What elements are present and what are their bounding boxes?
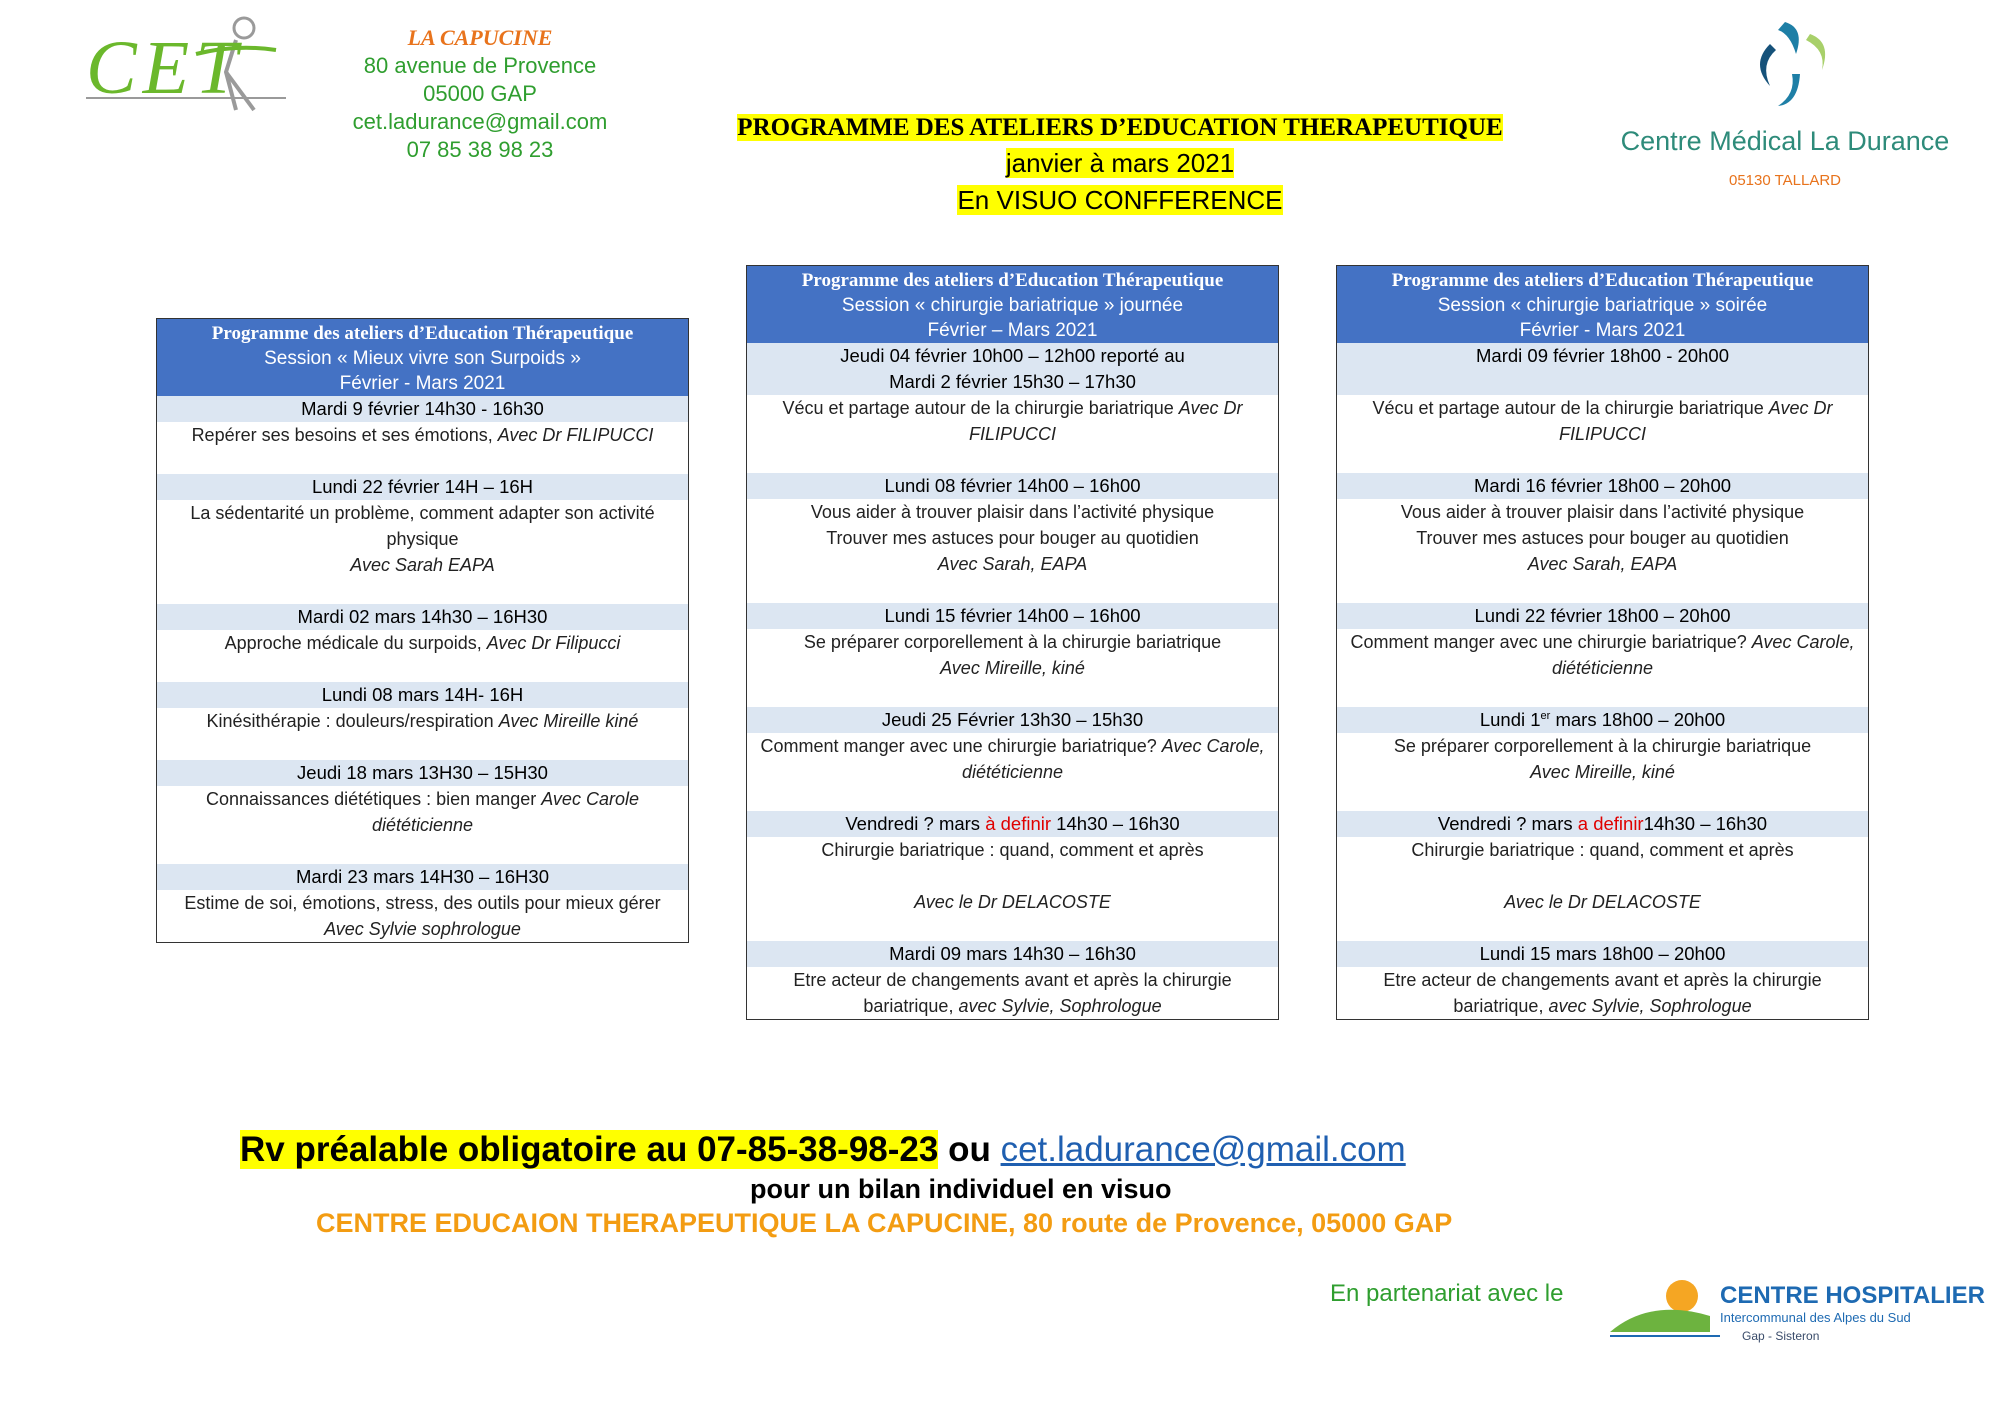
- centre-hospitalier-logo: [1610, 1272, 1985, 1352]
- table-header-title: Programme des ateliers d’Education Thérapeutique: [1391, 270, 1814, 291]
- session-desc: Etre acteur de changements avant et après la chirurgie bariatrique, avec Sylvie, Sophrologue: [1383, 970, 1822, 1016]
- session-desc: Se préparer corporellement à la chirurgie bariatrique Avec Mireille, kiné: [1393, 736, 1812, 782]
- period: janvier à mars 2021: [1005, 148, 1235, 178]
- session-desc: La sédentarité un problème, comment adapter son activité physique Avec Sarah EAPA: [190, 503, 655, 575]
- address-street: 80 avenue de Provence: [363, 53, 597, 78]
- session-date: Lundi 22 février 14H – 16H: [157, 474, 688, 500]
- session-date: Mardi 09 mars 14h30 – 16h30: [747, 941, 1278, 967]
- table-header-session: Session « Mieux vivre son Surpoids »: [264, 348, 581, 369]
- table-header-period: Février - Mars 2021: [339, 373, 506, 394]
- cet-logo: [86, 14, 286, 114]
- page-title: PROGRAMME DES ATELIERS D’EDUCATION THERAPEUTIQUE: [737, 114, 1503, 141]
- session-desc: Vous aider à trouver plaisir dans l’activité physique Trouver mes astuces pour bouger au quotidien Avec Sarah, EAPA: [810, 502, 1215, 574]
- cet-logo-text: CET: [86, 26, 244, 110]
- session-date: Jeudi 18 mars 13H30 – 15H30: [157, 760, 688, 786]
- center-name: LA CAPUCINE: [407, 25, 553, 50]
- session-date: Lundi 08 mars 14H- 16H: [157, 682, 688, 708]
- centre-address-line: CENTRE EDUCAION THERAPEUTIQUE LA CAPUCINE, 80 route de Provence, 05000 GAP: [316, 1208, 1453, 1238]
- session-date: Lundi 15 mars 18h00 – 20h00: [1337, 941, 1868, 967]
- ch-sun-icon: [1610, 1272, 1720, 1352]
- session-date: Mardi 9 février 14h30 - 16h30: [157, 396, 688, 422]
- bilan-line: pour un bilan individuel en visuo: [750, 1174, 1172, 1204]
- ch-city: Gap - Sisteron: [1742, 1329, 1820, 1343]
- table-header-session: Session « chirurgie bariatrique » soirée: [1437, 295, 1768, 316]
- centre-medical-city: 05130 TALLARD: [1728, 172, 1842, 189]
- session-desc: Connaissances diététiques : bien manger Avec Carole diététicienne: [206, 789, 639, 835]
- table-header-title: Programme des ateliers d’Education Thérapeutique: [211, 323, 634, 344]
- session-date: Jeudi 25 Février 13h30 – 15h30: [747, 707, 1278, 733]
- centre-medical-name: Centre Médical La Durance: [1620, 126, 1950, 156]
- rv-line: [240, 1130, 1406, 1170]
- ch-name: CENTRE HOSPITALIER: [1720, 1282, 1985, 1309]
- footer-email-link[interactable]: cet.ladurance@gmail.com: [1000, 1130, 1406, 1169]
- session-date: Lundi 08 février 14h00 – 16h00: [747, 473, 1278, 499]
- session-date: Lundi 22 février 18h00 – 20h00: [1337, 603, 1868, 629]
- session-date: Mardi 02 mars 14h30 – 16H30: [157, 604, 688, 630]
- table-header-period: Février – Mars 2021: [927, 320, 1098, 341]
- table-surpoids: [156, 318, 689, 943]
- session-date: Vendredi ? mars à definir 14h30 – 16h30: [747, 811, 1278, 837]
- session-desc: Se préparer corporellement à la chirurgie bariatrique Avec Mireille, kiné: [803, 632, 1222, 678]
- session-date: Lundi 1er mars 18h00 – 20h00: [1337, 707, 1868, 733]
- table-bariatrique-soiree: [1336, 265, 1869, 1020]
- table-header: [747, 266, 1278, 343]
- table-bariatrique-journee: [746, 265, 1279, 1020]
- session-date: Mardi 09 février 18h00 - 20h00: [1337, 343, 1868, 395]
- session-desc: Chirurgie bariatrique : quand, comment et après Avec le Dr DELACOSTE: [821, 840, 1204, 912]
- session-desc: Chirurgie bariatrique : quand, comment et après Avec le Dr DELACOSTE: [1411, 840, 1794, 912]
- rv-or: ou: [938, 1130, 1001, 1169]
- table-header: [1337, 266, 1868, 343]
- rv-text: Rv préalable obligatoire au 07-85-38-98-23: [240, 1130, 939, 1169]
- session-date: Jeudi 04 février 10h00 – 12h00 reporté au Mardi 2 février 15h30 – 17h30: [747, 343, 1278, 395]
- durance-logo-icon: [1600, 14, 1970, 124]
- table-header-session: Session « chirurgie bariatrique » journée: [841, 295, 1184, 316]
- title-block: [660, 112, 1580, 221]
- session-desc: Comment manger avec une chirurgie bariatrique? Avec Carole, diététicienne: [760, 736, 1265, 782]
- session-desc: Vécu et partage autour de la chirurgie bariatrique Avec Dr FILIPUCCI: [1372, 398, 1833, 444]
- session-desc: Estime de soi, émotions, stress, des outils pour mieux gérer Avec Sylvie sophrologue: [184, 893, 661, 939]
- table-header: [157, 319, 688, 396]
- session-desc: Vous aider à trouver plaisir dans l’activité physique Trouver mes astuces pour bouger au quotidien Avec Sarah, EAPA: [1400, 502, 1805, 574]
- address-city: 05000 GAP: [423, 81, 537, 106]
- partner-text: En partenariat avec le: [1330, 1280, 1564, 1307]
- centre-medical-logo: [1600, 14, 1980, 194]
- address-email[interactable]: cet.ladurance@gmail.com: [352, 109, 608, 134]
- session-desc: Vécu et partage autour de la chirurgie bariatrique Avec Dr FILIPUCCI: [782, 398, 1243, 444]
- session-desc: Approche médicale du surpoids, Avec Dr Filipucci: [224, 633, 621, 653]
- session-date: Mardi 16 février 18h00 – 20h00: [1337, 473, 1868, 499]
- address-block: [330, 24, 630, 164]
- mode: En VISUO CONFFERENCE: [957, 185, 1283, 215]
- session-desc: Comment manger avec une chirurgie bariatrique? Avec Carole, diététicienne: [1350, 632, 1855, 678]
- session-date: Mardi 23 mars 14H30 – 16H30: [157, 864, 688, 890]
- session-date: Vendredi ? mars a definir14h30 – 16h30: [1337, 811, 1868, 837]
- session-desc: Kinésithérapie : douleurs/respiration Avec Mireille kiné: [206, 711, 639, 731]
- table-header-title: Programme des ateliers d’Education Thérapeutique: [801, 270, 1224, 291]
- ch-subtitle: Intercommunal des Alpes du Sud: [1720, 1310, 1911, 1325]
- session-date: Lundi 15 février 14h00 – 16h00: [747, 603, 1278, 629]
- session-desc: Etre acteur de changements avant et après la chirurgie bariatrique, avec Sylvie, Sophrologue: [793, 970, 1232, 1016]
- table-header-period: Février - Mars 2021: [1519, 320, 1686, 341]
- session-desc: Repérer ses besoins et ses émotions, Avec Dr FILIPUCCI: [191, 425, 654, 445]
- address-phone: 07 85 38 98 23: [406, 137, 554, 162]
